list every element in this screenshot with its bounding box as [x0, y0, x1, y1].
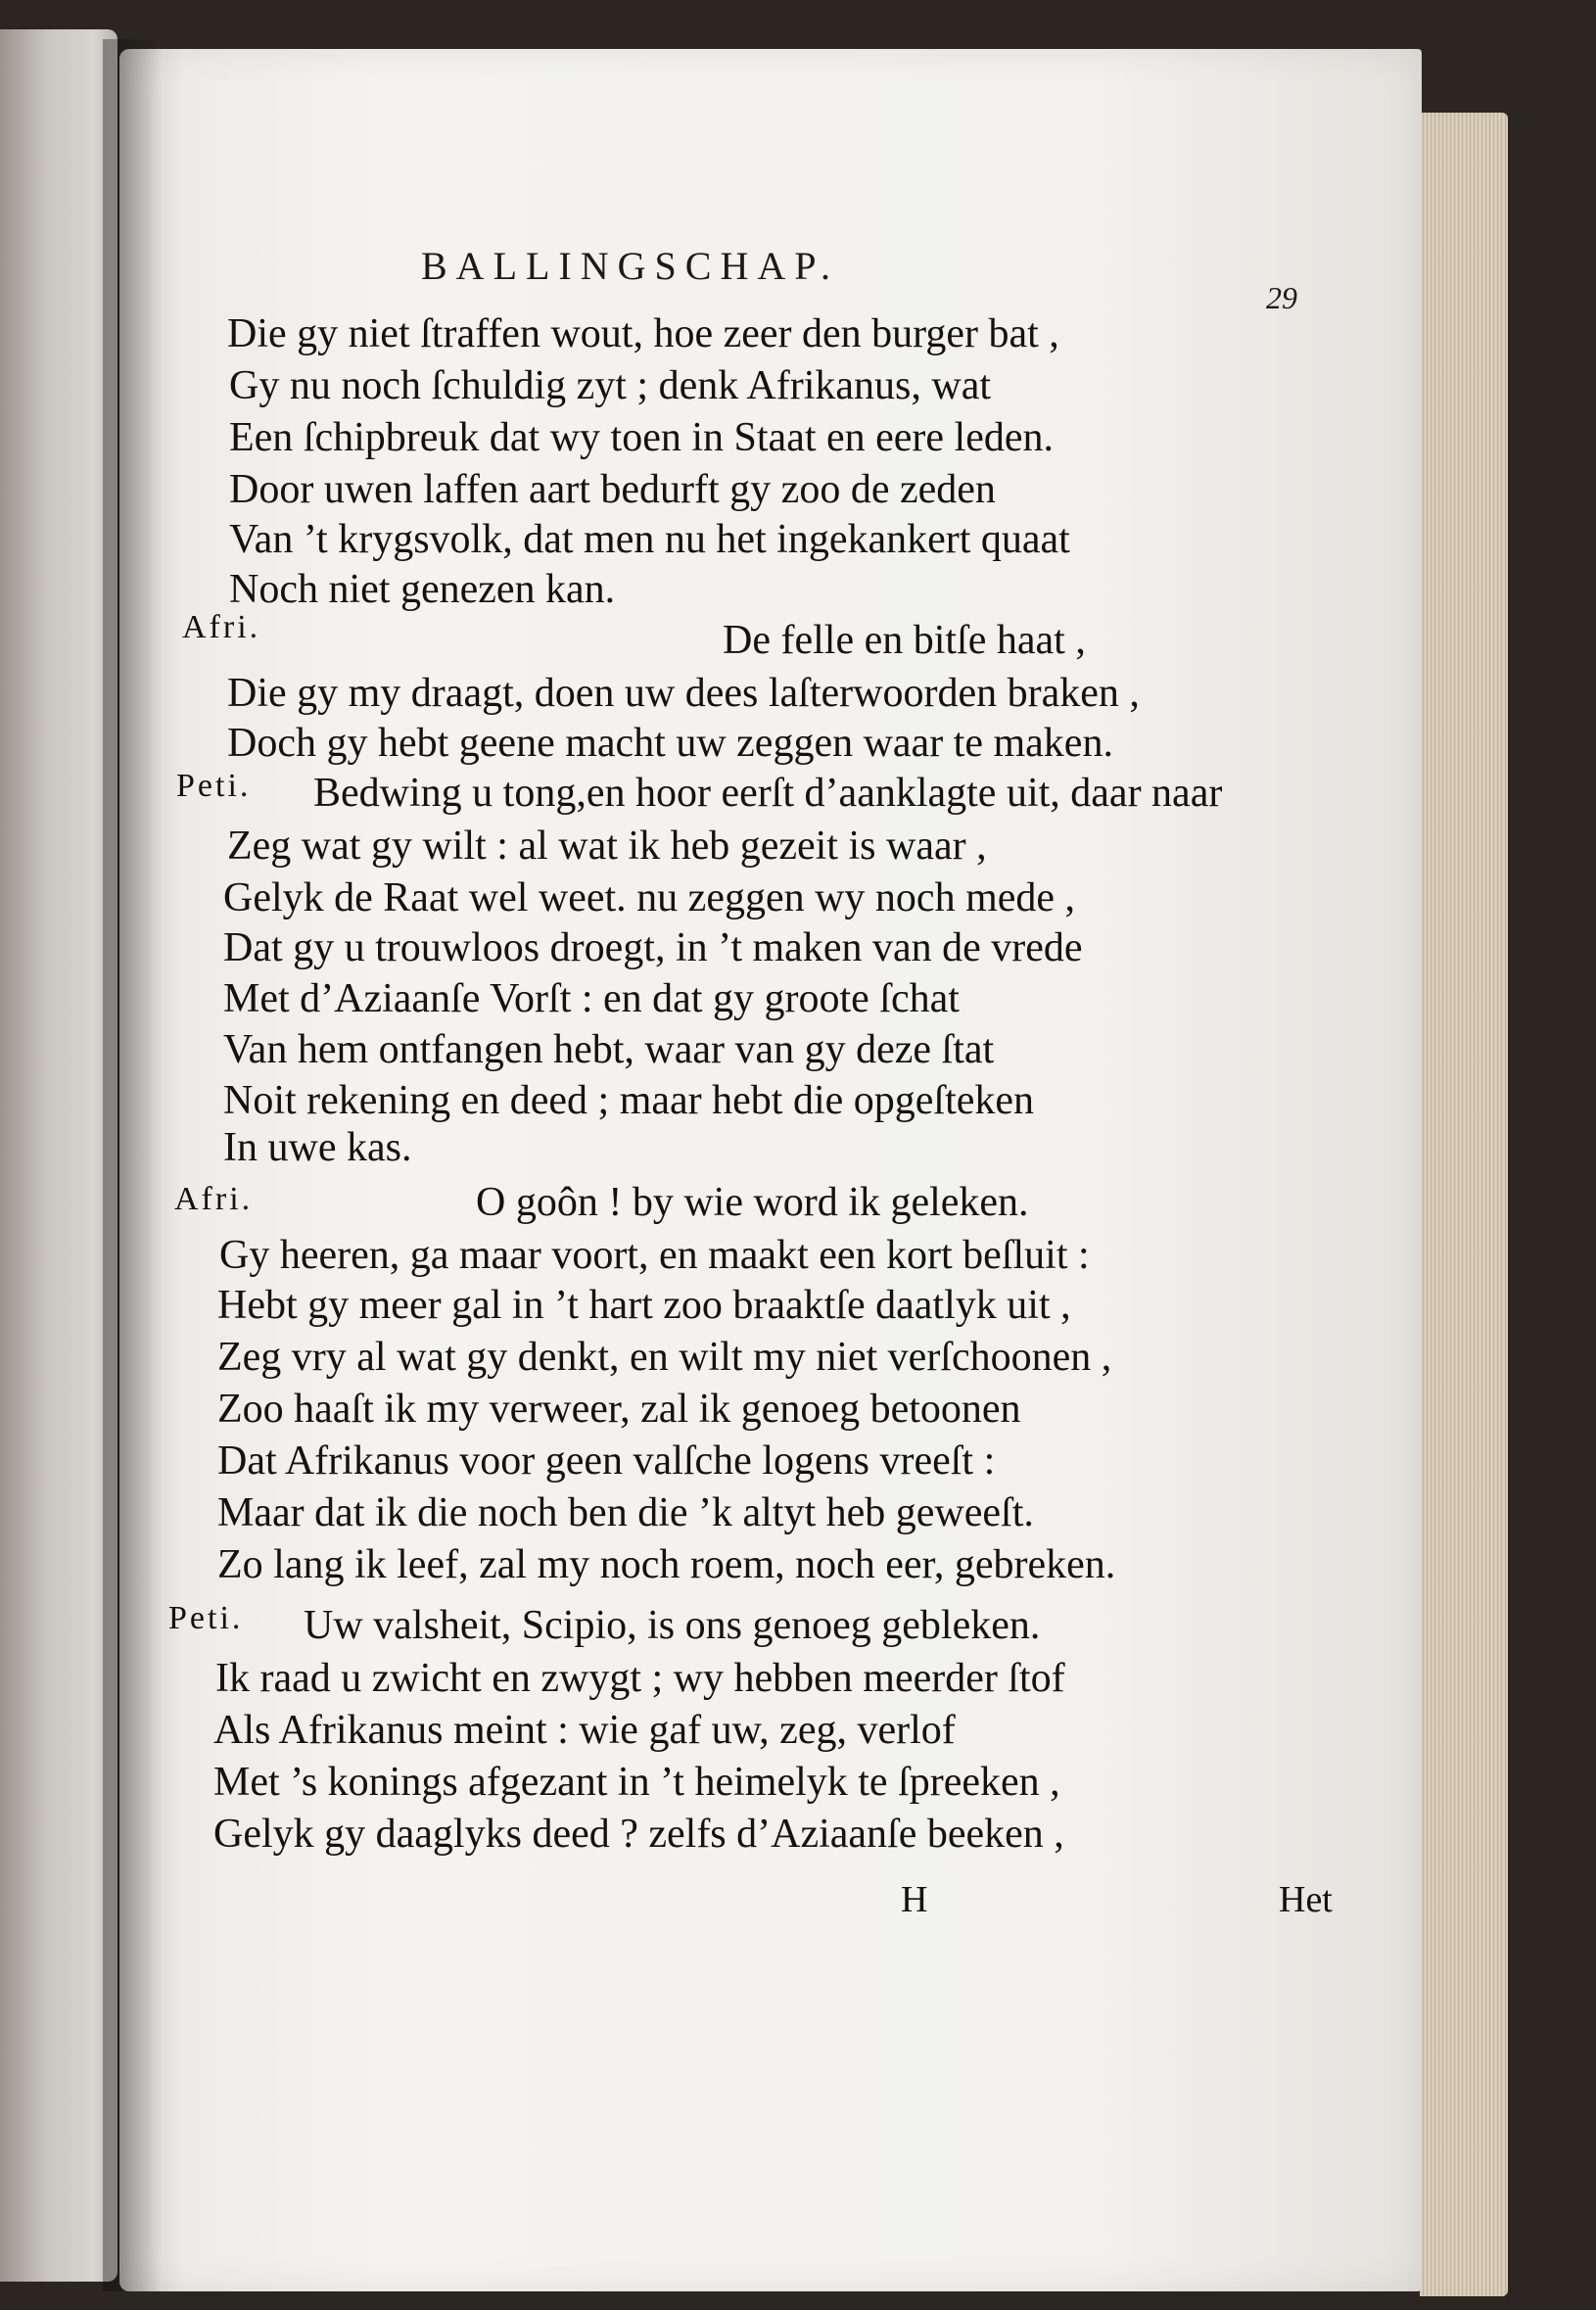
verse-line: Doch gy hebt geene macht uw zeggen waar te maken.: [227, 721, 1113, 766]
speaker-label: Peti.: [176, 768, 252, 804]
verse-line: Gy heeren, ga maar voort, en maakt een kort beſluit :: [219, 1233, 1090, 1278]
running-header: BALLINGSCHAP.: [421, 244, 840, 288]
verse-line: Bedwing u tong,en hoor eerſt d’aanklagte uit, daar naar: [313, 771, 1223, 816]
verse-line: O goôn ! by wie word ik geleken.: [476, 1180, 1029, 1225]
verse-line: Zo lang ik leef, zal my noch roem, noch eer, gebreken.: [217, 1542, 1116, 1587]
verse-line: Door uwen laffen aart bedurft gy zoo de zeden: [229, 467, 996, 512]
verse-line: Gelyk gy daaglyks deed ? zelfs d’Aziaanſe beeken ,: [213, 1812, 1064, 1857]
verse-line: Van hem ontfangen hebt, waar van gy deze ſtat: [223, 1027, 995, 1072]
verse-line: Zeg vry al wat gy denkt, en wilt my niet verſchoonen ,: [217, 1335, 1112, 1380]
verse-line: Dat Afrikanus voor geen valſche logens vreeſt :: [217, 1438, 996, 1484]
verse-line: De felle en bitſe haat ,: [723, 618, 1086, 663]
verse-line: Hebt gy meer gal in ’t hart zoo braaktſe daatlyk uit ,: [217, 1283, 1071, 1328]
page-number: 29: [1266, 280, 1297, 315]
verse-line: Zeg wat gy wilt : al wat ik heb gezeit is waar ,: [227, 824, 987, 869]
verse-line: In uwe kas.: [223, 1125, 412, 1170]
verse-line: Die gy niet ſtraffen wout, hoe zeer den burger bat ,: [227, 311, 1059, 356]
verse-line: Die gy my draagt, doen uw dees laſterwoorden braken ,: [227, 671, 1140, 716]
verse-line: Gy nu noch ſchuldig zyt ; denk Afrikanus, wat: [229, 363, 992, 408]
signature-mark: H: [901, 1879, 928, 1920]
verse-line: Noit rekening en deed ; maar hebt die opgeſteken: [223, 1078, 1035, 1123]
speaker-label: Afri.: [174, 1181, 254, 1217]
verse-line: Ik raad u zwicht en zwygt ; wy hebben meerder ſtof: [215, 1656, 1065, 1701]
catchword: Het: [1279, 1879, 1333, 1920]
speaker-label: Peti.: [168, 1600, 244, 1636]
verse-line: Gelyk de Raat wel weet. nu zeggen wy noch mede ,: [223, 875, 1076, 920]
verse-line: Een ſchipbreuk dat wy toen in Staat en eere leden.: [229, 415, 1055, 460]
verse-line: Met d’Aziaanſe Vorſt : en dat gy groote ſchat: [223, 976, 960, 1021]
verse-line: Uw valsheit, Scipio, is ons genoeg gebleken.: [304, 1603, 1041, 1648]
verse-line: Van ’t krygsvolk, dat men nu het ingekankert quaat: [229, 517, 1070, 562]
verse-line: Noch niet genezen kan.: [229, 567, 616, 612]
verse-line: Dat gy u trouwloos droegt, in ’t maken van de vrede: [223, 925, 1083, 970]
verse-line: Zoo haaſt ik my verweer, zal ik genoeg betoonen: [217, 1387, 1021, 1432]
speaker-label: Afri.: [182, 609, 261, 645]
verse-line: Met ’s konings afgezant in ’t heimelyk te ſpreeken ,: [213, 1760, 1060, 1805]
verse-line: Maar dat ik die noch ben die ’k altyt heb geweeſt.: [217, 1490, 1034, 1535]
verse-line: Als Afrikanus meint : wie gaf uw, zeg, verlof: [213, 1708, 956, 1753]
